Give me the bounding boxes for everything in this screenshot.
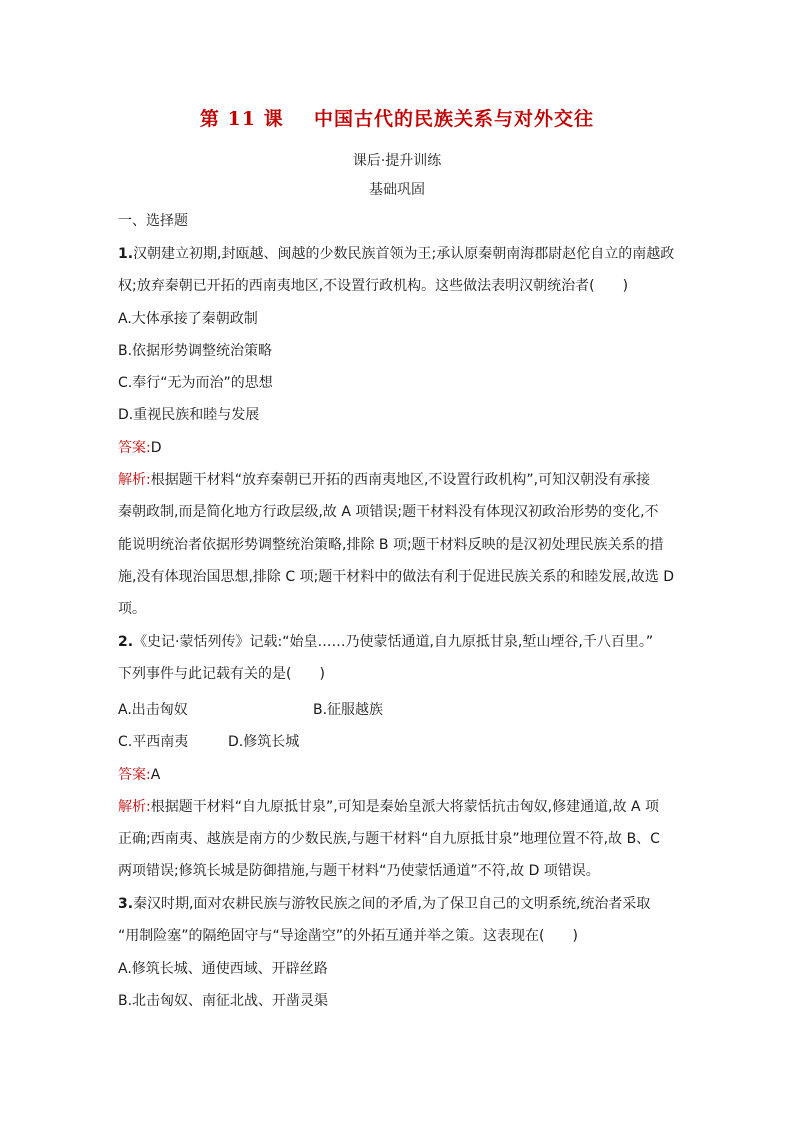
q1-option-b: B.依据形势调整统治策略 bbox=[118, 343, 273, 359]
q1-stem-line2: 权;放弃秦朝已开拓的西南夷地区,不设置行政机构。这些做法表明汉朝统治者( ) bbox=[118, 278, 629, 294]
q2-analysis-label: 解析: bbox=[118, 799, 151, 815]
q2-answer bbox=[118, 765, 160, 785]
q1-analysis-label: 解析: bbox=[118, 472, 151, 488]
q1-number: 1. bbox=[118, 246, 134, 262]
q1-option-d: D.重视民族和睦与发展 bbox=[118, 407, 260, 423]
q1-answer bbox=[118, 438, 162, 458]
q2-analysis-line3: 两项错误;修筑长城是防御措施,与题干材料“乃使蒙恬通道”不符,故 D 项错误。 bbox=[118, 863, 600, 879]
q1-analysis-line4: 施,没有体现治国思想,排除 C 项;题干材料中的做法有利于促进民族关系的和睦发展,故选 D bbox=[118, 569, 674, 585]
q3-stem-line2: “用制险塞”的隔绝固守与“导途凿空”的外拓互通并举之策。这表现在( ) bbox=[118, 928, 578, 944]
q1-stem-line1: 1.汉朝建立初期,封瓯越、闽越的少数民族首领为王;承认原秦朝南海郡尉赵佗自立的南越政 bbox=[118, 246, 675, 262]
q2-analysis-line1: 解析:根据题干材料“自九原抵甘泉”,可知是秦始皇派大将蒙恬抗击匈奴,修建通道,故 A 项 bbox=[118, 799, 660, 815]
subtitle-after-class: 课后·提升训练 bbox=[352, 153, 442, 169]
q2-option-a: A.出击匈奴 bbox=[118, 702, 188, 718]
q2-stem-line2: 下列事件与此记载有关的是( ) bbox=[118, 666, 325, 682]
q2-option-c: C.平西南夷 bbox=[118, 734, 189, 750]
q2-number: 2. bbox=[118, 634, 134, 650]
q3-number: 3. bbox=[118, 896, 134, 912]
q2-analysis-line2: 正确;西南夷、越族是南方的少数民族,与题干材料“自九原抵甘泉”地理位置不符,故 B、C bbox=[118, 831, 660, 847]
q2-option-b: B.征服越族 bbox=[313, 702, 384, 718]
q2-answer-value: A bbox=[150, 767, 161, 783]
q2-answer-label: 答案: bbox=[118, 767, 151, 783]
q1-analysis-line2: 秦朝政制,而是简化地方行政层级,故 A 项错误;题干材料没有体现汉初政治形势的变化,不 bbox=[118, 504, 659, 520]
subtitle-basic: 基础巩固 bbox=[369, 182, 425, 198]
q1-option-a: A.大体承接了秦朝政制 bbox=[118, 311, 258, 327]
q3-option-a: A.修筑长城、通使西域、开辟丝路 bbox=[118, 961, 328, 977]
q1-option-c: C.奉行“无为而治”的思想 bbox=[118, 375, 273, 391]
q3-option-b: B.北击匈奴、南征北战、开凿灵渠 bbox=[118, 993, 329, 1009]
section-heading: 一、选择题 bbox=[118, 213, 188, 229]
q2-stem-line1: 2.《史记·蒙恬列传》记载:“始皇……乃使蒙恬通道,自九原抵甘泉,堑山堙谷,千八百里。” bbox=[118, 634, 654, 650]
q1-analysis-line3: 能说明统治者依据形势调整统治策略,排除 B 项;题干材料反映的是汉初处理民族关系的措 bbox=[118, 537, 664, 553]
q2-option-d: D.修筑长城 bbox=[228, 734, 300, 750]
q1-analysis-line1: 解析:根据题干材料“放弃秦朝已开拓的西南夷地区,不设置行政机构”,可知汉朝没有承接 bbox=[118, 472, 651, 488]
q1-analysis-line5: 项。 bbox=[118, 601, 146, 617]
q1-answer-label: 答案: bbox=[118, 440, 151, 456]
q3-stem-line1: 3.秦汉时期,面对农耕民族与游牧民族之间的矛盾,为了保卫自己的文明系统,统治者采取 bbox=[118, 896, 651, 912]
q1-answer-value: D bbox=[150, 440, 162, 456]
lesson-title: 第 11 课 中国古代的民族关系与对外交往 bbox=[199, 108, 595, 130]
